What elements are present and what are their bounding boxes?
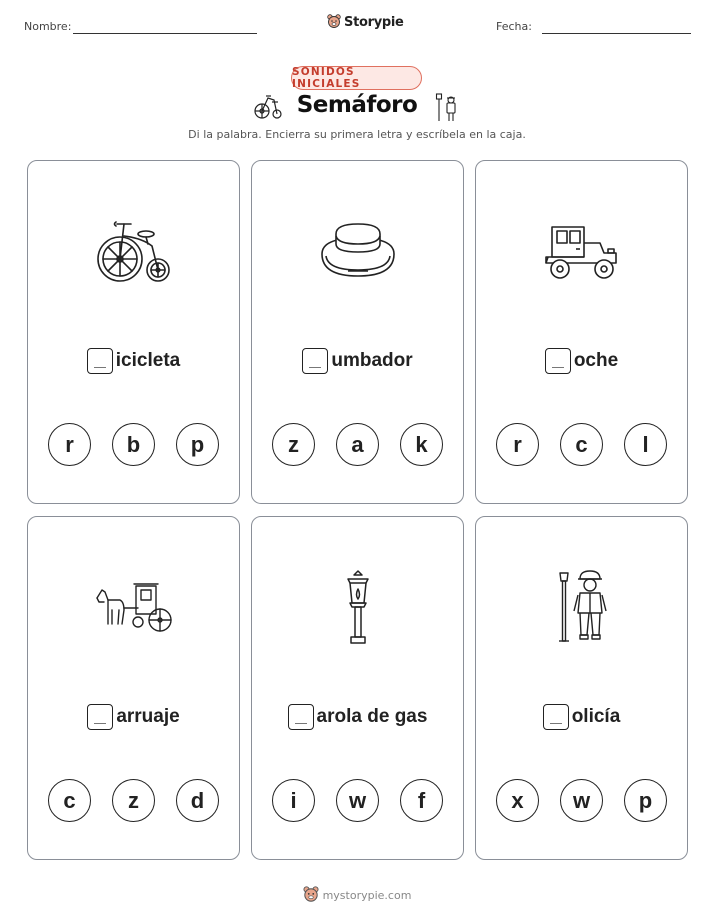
word-text: olicía bbox=[571, 706, 621, 727]
word-text: umbador bbox=[331, 350, 413, 371]
gas-lamp-icon bbox=[340, 569, 376, 645]
letter-option[interactable]: c bbox=[48, 779, 91, 822]
word-text: arruaje bbox=[116, 706, 180, 727]
bear-icon bbox=[303, 886, 319, 904]
answer-box[interactable] bbox=[87, 704, 113, 730]
word-card bbox=[475, 160, 688, 504]
answer-box[interactable] bbox=[545, 348, 571, 374]
letter-option[interactable]: z bbox=[272, 423, 315, 466]
name-label: Nombre: bbox=[24, 20, 72, 33]
word-row bbox=[252, 704, 463, 730]
footer-url[interactable]: mystorypie.com bbox=[322, 888, 412, 902]
letter-options bbox=[28, 423, 239, 466]
letter-option[interactable]: a bbox=[336, 423, 379, 466]
word-text: arola de gas bbox=[316, 706, 428, 727]
word-text: oche bbox=[573, 350, 619, 371]
letter-option[interactable]: x bbox=[496, 779, 539, 822]
letter-options bbox=[476, 779, 687, 822]
word-card bbox=[251, 516, 464, 860]
word-card bbox=[27, 516, 240, 860]
letter-option[interactable]: z bbox=[112, 779, 155, 822]
letter-option[interactable]: w bbox=[336, 779, 379, 822]
word-row bbox=[28, 704, 239, 730]
letter-option[interactable]: p bbox=[176, 423, 219, 466]
lamp-officer-title-icon bbox=[434, 92, 460, 122]
antique-car-icon bbox=[542, 219, 622, 283]
letter-option[interactable]: i bbox=[272, 779, 315, 822]
buzzer-picture bbox=[252, 161, 463, 341]
letter-option[interactable]: r bbox=[48, 423, 91, 466]
word-text: icicleta bbox=[115, 350, 181, 371]
word-row bbox=[476, 348, 687, 374]
letter-option[interactable]: w bbox=[560, 779, 603, 822]
letter-option[interactable]: p bbox=[624, 779, 667, 822]
name-line[interactable] bbox=[73, 33, 257, 34]
word-row bbox=[252, 348, 463, 374]
letter-option[interactable]: k bbox=[400, 423, 443, 466]
answer-box[interactable] bbox=[87, 348, 113, 374]
instructions: Di la palabra. Encierra su primera letra y escríbela en la caja. bbox=[188, 128, 526, 141]
date-label: Fecha: bbox=[496, 20, 532, 33]
answer-box[interactable] bbox=[288, 704, 314, 730]
horse-carriage-icon bbox=[94, 580, 174, 634]
word-row bbox=[476, 704, 687, 730]
brand-logo bbox=[327, 14, 404, 30]
letter-options bbox=[252, 779, 463, 822]
letter-option[interactable]: c bbox=[560, 423, 603, 466]
tricycle-icon bbox=[94, 216, 174, 286]
page-title: Semáforo bbox=[296, 92, 418, 118]
bear-icon bbox=[327, 14, 341, 30]
letter-options bbox=[476, 423, 687, 466]
police-officer-icon bbox=[554, 569, 610, 645]
letter-options bbox=[28, 779, 239, 822]
police-officer-picture bbox=[476, 517, 687, 697]
buzzer-icon bbox=[318, 216, 398, 286]
antique-car-picture bbox=[476, 161, 687, 341]
word-card bbox=[251, 160, 464, 504]
footer bbox=[0, 886, 714, 904]
category-badge: SONIDOS INICIALES bbox=[291, 66, 422, 90]
horse-carriage-picture bbox=[28, 517, 239, 697]
answer-box[interactable] bbox=[543, 704, 569, 730]
gas-lamp-picture bbox=[252, 517, 463, 697]
word-card bbox=[27, 160, 240, 504]
letter-option[interactable]: f bbox=[400, 779, 443, 822]
letter-option[interactable]: r bbox=[496, 423, 539, 466]
brand-name: Storypie bbox=[344, 14, 404, 30]
word-card bbox=[475, 516, 688, 860]
word-row bbox=[28, 348, 239, 374]
letter-option[interactable]: b bbox=[112, 423, 155, 466]
letter-option[interactable]: l bbox=[624, 423, 667, 466]
letter-option[interactable]: d bbox=[176, 779, 219, 822]
tricycle-picture bbox=[28, 161, 239, 341]
letter-options bbox=[252, 423, 463, 466]
answer-box[interactable] bbox=[302, 348, 328, 374]
date-line[interactable] bbox=[542, 33, 691, 34]
